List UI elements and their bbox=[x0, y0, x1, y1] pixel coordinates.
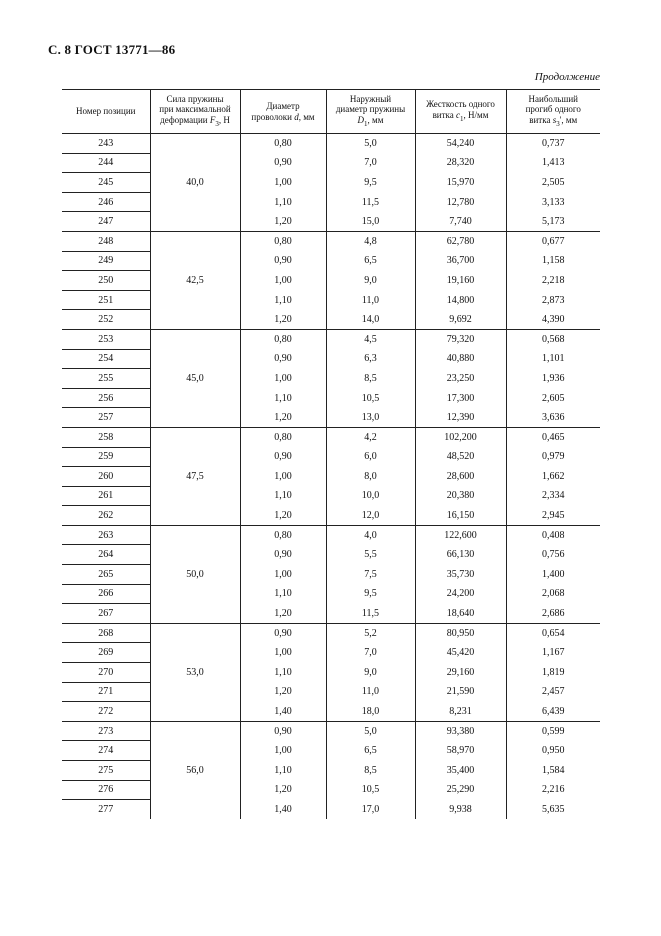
cell-stiffness: 18,640 bbox=[415, 604, 506, 624]
cell-wire-diameter: 0,80 bbox=[240, 525, 326, 545]
cell-outer-diameter: 10,5 bbox=[326, 388, 415, 408]
cell-wire-diameter: 1,00 bbox=[240, 565, 326, 585]
cell-deflection: 0,408 bbox=[506, 525, 600, 545]
cell-position: 256 bbox=[62, 388, 150, 408]
cell-wire-diameter: 0,80 bbox=[240, 427, 326, 447]
table-row bbox=[62, 153, 600, 173]
cell-stiffness: 12,780 bbox=[415, 192, 506, 212]
cell-outer-diameter: 9,0 bbox=[326, 271, 415, 291]
cell-position: 248 bbox=[62, 231, 150, 251]
cell-force: 42,5 bbox=[150, 231, 240, 329]
cell-position: 262 bbox=[62, 506, 150, 526]
table-row bbox=[62, 447, 600, 467]
spring-parameters-table bbox=[62, 89, 600, 819]
cell-stiffness: 20,380 bbox=[415, 486, 506, 506]
cell-wire-diameter: 1,20 bbox=[240, 682, 326, 702]
cell-deflection: 0,756 bbox=[506, 545, 600, 565]
table-row bbox=[62, 506, 600, 526]
cell-wire-diameter: 1,20 bbox=[240, 212, 326, 232]
cell-deflection: 0,979 bbox=[506, 447, 600, 467]
cell-position: 255 bbox=[62, 369, 150, 389]
table-body bbox=[62, 134, 600, 819]
cell-outer-diameter: 11,5 bbox=[326, 192, 415, 212]
cell-stiffness: 36,700 bbox=[415, 251, 506, 271]
table-row bbox=[62, 682, 600, 702]
cell-position: 271 bbox=[62, 682, 150, 702]
cell-deflection: 0,465 bbox=[506, 427, 600, 447]
cell-outer-diameter: 9,5 bbox=[326, 173, 415, 193]
cell-wire-diameter: 0,90 bbox=[240, 447, 326, 467]
cell-position: 260 bbox=[62, 467, 150, 487]
table-row bbox=[62, 702, 600, 722]
cell-deflection: 2,457 bbox=[506, 682, 600, 702]
cell-stiffness: 8,231 bbox=[415, 702, 506, 722]
cell-outer-diameter: 13,0 bbox=[326, 408, 415, 428]
cell-stiffness: 79,320 bbox=[415, 329, 506, 349]
cell-deflection: 1,584 bbox=[506, 761, 600, 781]
cell-deflection: 2,873 bbox=[506, 290, 600, 310]
cell-stiffness: 7,740 bbox=[415, 212, 506, 232]
cell-stiffness: 23,250 bbox=[415, 369, 506, 389]
cell-deflection: 1,167 bbox=[506, 643, 600, 663]
cell-deflection: 1,936 bbox=[506, 369, 600, 389]
cell-outer-diameter: 11,0 bbox=[326, 682, 415, 702]
cell-outer-diameter: 4,2 bbox=[326, 427, 415, 447]
col-header-force: Сила пружины при максимальной деформации $F_3$, Н bbox=[150, 90, 240, 134]
table-row bbox=[62, 486, 600, 506]
table-row bbox=[62, 310, 600, 330]
cell-wire-diameter: 0,90 bbox=[240, 721, 326, 741]
cell-position: 273 bbox=[62, 721, 150, 741]
cell-position: 265 bbox=[62, 565, 150, 585]
cell-position: 243 bbox=[98, 137, 114, 149]
cell-wire-diameter: 1,20 bbox=[240, 604, 326, 624]
cell-position: 244 bbox=[62, 153, 150, 173]
table-row bbox=[62, 663, 600, 683]
table-row bbox=[62, 604, 600, 624]
table-row bbox=[62, 565, 600, 585]
col-header-position: Номер позиции bbox=[62, 90, 150, 134]
cell-stiffness: 28,600 bbox=[415, 467, 506, 487]
cell-outer-diameter: 9,5 bbox=[326, 584, 415, 604]
cell-wire-diameter: 1,00 bbox=[240, 643, 326, 663]
cell-outer-diameter: 5,5 bbox=[326, 545, 415, 565]
cell-deflection: 5,635 bbox=[506, 800, 600, 819]
cell-stiffness: 15,970 bbox=[415, 173, 506, 193]
cell-position: 249 bbox=[62, 251, 150, 271]
page-header: С. 8 ГОСТ 13771—86 bbox=[48, 42, 176, 57]
cell-wire-diameter: 1,00 bbox=[240, 173, 326, 193]
cell-position: 277 bbox=[62, 800, 150, 819]
cell-stiffness: 122,600 bbox=[415, 525, 506, 545]
cell-wire-diameter: 0,90 bbox=[240, 623, 326, 643]
cell-deflection: 0,950 bbox=[506, 741, 600, 761]
cell-wire-diameter: 0,80 bbox=[240, 134, 326, 154]
cell-wire-diameter: 1,20 bbox=[240, 408, 326, 428]
cell-position: 254 bbox=[62, 349, 150, 369]
table-row bbox=[62, 388, 600, 408]
cell-deflection: 6,439 bbox=[506, 702, 600, 722]
cell-position: 250 bbox=[62, 271, 150, 291]
cell-stiffness: 25,290 bbox=[415, 780, 506, 800]
cell-position: 268 bbox=[62, 623, 150, 643]
cell-position: 264 bbox=[62, 545, 150, 565]
cell-deflection: 1,400 bbox=[506, 565, 600, 585]
cell-wire-diameter: 1,00 bbox=[240, 369, 326, 389]
table-row bbox=[62, 780, 600, 800]
cell-wire-diameter: 1,20 bbox=[240, 506, 326, 526]
cell-wire-diameter: 1,00 bbox=[240, 741, 326, 761]
cell-outer-diameter: 7,5 bbox=[326, 565, 415, 585]
cell-wire-diameter: 1,10 bbox=[240, 486, 326, 506]
cell-stiffness: 48,520 bbox=[415, 447, 506, 467]
table-row bbox=[62, 623, 600, 643]
cell-position: 276 bbox=[62, 780, 150, 800]
table-row bbox=[62, 545, 600, 565]
cell-wire-diameter: 0,90 bbox=[240, 251, 326, 271]
table-row bbox=[62, 290, 600, 310]
cell-force: 47,5 bbox=[150, 427, 240, 525]
cell-wire-diameter: 1,10 bbox=[240, 663, 326, 683]
cell-deflection: 0,654 bbox=[506, 623, 600, 643]
cell-deflection: 2,505 bbox=[506, 173, 600, 193]
cell-deflection: 4,390 bbox=[506, 310, 600, 330]
cell-wire-diameter: 1,10 bbox=[240, 192, 326, 212]
cell-outer-diameter: 17,0 bbox=[326, 800, 415, 819]
cell-wire-diameter: 1,20 bbox=[240, 310, 326, 330]
cell-outer-diameter: 4,0 bbox=[326, 525, 415, 545]
cell-position: 246 bbox=[62, 192, 150, 212]
cell-deflection: 0,568 bbox=[506, 329, 600, 349]
cell-deflection: 1,819 bbox=[506, 663, 600, 683]
cell-deflection: 0,737 bbox=[506, 134, 600, 154]
col-header-deflection: Наибольший прогиб одного витка $s_3'$, мм bbox=[506, 90, 600, 134]
cell-stiffness: 45,420 bbox=[415, 643, 506, 663]
cell-force: 53,0 bbox=[150, 623, 240, 721]
cell-position: 258 bbox=[62, 427, 150, 447]
cell-deflection: 2,945 bbox=[506, 506, 600, 526]
cell-position: 266 bbox=[62, 584, 150, 604]
table-row bbox=[62, 251, 600, 271]
cell-stiffness: 16,150 bbox=[415, 506, 506, 526]
cell-deflection: 1,413 bbox=[506, 153, 600, 173]
cell-position: 245 bbox=[62, 173, 150, 193]
cell-deflection: 0,599 bbox=[506, 721, 600, 741]
cell-position: 270 bbox=[62, 663, 150, 683]
cell-position: 274 bbox=[62, 741, 150, 761]
cell-outer-diameter: 8,0 bbox=[326, 467, 415, 487]
cell-outer-diameter: 6,3 bbox=[326, 349, 415, 369]
cell-outer-diameter: 4,5 bbox=[326, 329, 415, 349]
continuation-label: Продолжение bbox=[534, 71, 600, 83]
cell-wire-diameter: 0,80 bbox=[240, 231, 326, 251]
cell-outer-diameter: 6,5 bbox=[326, 741, 415, 761]
cell-position: 257 bbox=[62, 408, 150, 428]
cell-stiffness: 19,160 bbox=[415, 271, 506, 291]
cell-deflection: 3,133 bbox=[506, 192, 600, 212]
cell-wire-diameter: 1,20 bbox=[240, 780, 326, 800]
table-row bbox=[62, 721, 600, 741]
cell-outer-diameter: 6,0 bbox=[326, 447, 415, 467]
cell-outer-diameter: 8,5 bbox=[326, 761, 415, 781]
table-row bbox=[62, 800, 600, 819]
cell-stiffness: 21,590 bbox=[415, 682, 506, 702]
cell-outer-diameter: 6,5 bbox=[326, 251, 415, 271]
cell-stiffness: 40,880 bbox=[415, 349, 506, 369]
cell-deflection: 2,218 bbox=[506, 271, 600, 291]
cell-outer-diameter: 5,0 bbox=[326, 721, 415, 741]
cell-outer-diameter: 14,0 bbox=[326, 310, 415, 330]
cell-deflection: 0,677 bbox=[506, 231, 600, 251]
cell-wire-diameter: 1,10 bbox=[240, 290, 326, 310]
cell-deflection: 2,068 bbox=[506, 584, 600, 604]
col-header-wire-diameter: Диаметр проволоки d, мм bbox=[240, 90, 326, 134]
cell-wire-diameter: 0,90 bbox=[240, 349, 326, 369]
table-row bbox=[62, 192, 600, 212]
cell-stiffness: 24,200 bbox=[415, 584, 506, 604]
table-row bbox=[62, 467, 600, 487]
cell-wire-diameter: 1,00 bbox=[240, 271, 326, 291]
table-row bbox=[62, 369, 600, 389]
cell-outer-diameter: 9,0 bbox=[326, 663, 415, 683]
cell-outer-diameter: 12,0 bbox=[326, 506, 415, 526]
cell-deflection: 3,636 bbox=[506, 408, 600, 428]
col-header-stiffness: Жесткость одного витка $c_1$, Н/мм bbox=[415, 90, 506, 134]
table-row bbox=[62, 329, 600, 349]
table-row bbox=[62, 741, 600, 761]
cell-stiffness: 80,950 bbox=[415, 623, 506, 643]
cell-outer-diameter: 11,5 bbox=[326, 604, 415, 624]
cell-stiffness: 54,240 bbox=[415, 134, 506, 154]
cell-wire-diameter: 1,10 bbox=[240, 388, 326, 408]
cell-deflection: 1,101 bbox=[506, 349, 600, 369]
table-row bbox=[62, 408, 600, 428]
table-row bbox=[62, 643, 600, 663]
cell-wire-diameter: 1,00 bbox=[240, 467, 326, 487]
cell-wire-diameter: 1,40 bbox=[240, 702, 326, 722]
cell-position: 275 bbox=[62, 761, 150, 781]
cell-stiffness: 17,300 bbox=[415, 388, 506, 408]
cell-stiffness: 66,130 bbox=[415, 545, 506, 565]
table-row bbox=[62, 212, 600, 232]
col-header-outer-diameter: Наружный диаметр пружины $D_1$, мм bbox=[326, 90, 415, 134]
table-row bbox=[62, 173, 600, 193]
cell-stiffness: 35,400 bbox=[415, 761, 506, 781]
cell-force: 56,0 bbox=[150, 721, 240, 818]
table-row bbox=[62, 427, 600, 447]
cell-wire-diameter: 1,10 bbox=[240, 761, 326, 781]
cell-stiffness: 102,200 bbox=[415, 427, 506, 447]
cell-force: 45,0 bbox=[150, 329, 240, 427]
cell-position: 247 bbox=[62, 212, 150, 232]
cell-stiffness: 12,390 bbox=[415, 408, 506, 428]
cell-position: 253 bbox=[62, 329, 150, 349]
cell-outer-diameter: 7,0 bbox=[326, 153, 415, 173]
cell-force: 40,0 bbox=[150, 134, 240, 232]
cell-stiffness: 35,730 bbox=[415, 565, 506, 585]
cell-deflection: 5,173 bbox=[506, 212, 600, 232]
cell-outer-diameter: 18,0 bbox=[326, 702, 415, 722]
cell-deflection: 1,662 bbox=[506, 467, 600, 487]
cell-deflection: 2,216 bbox=[506, 780, 600, 800]
cell-wire-diameter: 1,10 bbox=[240, 584, 326, 604]
cell-wire-diameter: 0,90 bbox=[240, 545, 326, 565]
table-row bbox=[62, 349, 600, 369]
cell-stiffness: 9,692 bbox=[415, 310, 506, 330]
cell-position: 269 bbox=[62, 643, 150, 663]
cell-outer-diameter: 7,0 bbox=[326, 643, 415, 663]
cell-outer-diameter: 15,0 bbox=[326, 212, 415, 232]
table-row bbox=[62, 525, 600, 545]
cell-position: 263 bbox=[62, 525, 150, 545]
cell-outer-diameter: 4,8 bbox=[326, 231, 415, 251]
cell-position: 252 bbox=[62, 310, 150, 330]
table-header-row bbox=[62, 90, 600, 134]
cell-outer-diameter: 10,0 bbox=[326, 486, 415, 506]
cell-position: 272 bbox=[62, 702, 150, 722]
cell-wire-diameter: 0,80 bbox=[240, 329, 326, 349]
cell-deflection: 2,605 bbox=[506, 388, 600, 408]
cell-position: 267 bbox=[62, 604, 150, 624]
cell-stiffness: 9,938 bbox=[415, 800, 506, 819]
cell-force: 50,0 bbox=[150, 525, 240, 623]
table-row bbox=[62, 231, 600, 251]
table-row bbox=[62, 761, 600, 781]
cell-stiffness: 93,380 bbox=[415, 721, 506, 741]
cell-deflection: 1,158 bbox=[506, 251, 600, 271]
table-row bbox=[62, 271, 600, 291]
cell-deflection: 2,334 bbox=[506, 486, 600, 506]
cell-position: 261 bbox=[62, 486, 150, 506]
cell-stiffness: 58,970 bbox=[415, 741, 506, 761]
cell-position: 259 bbox=[62, 447, 150, 467]
cell-position: 251 bbox=[62, 290, 150, 310]
cell-outer-diameter: 10,5 bbox=[326, 780, 415, 800]
cell-wire-diameter: 0,90 bbox=[240, 153, 326, 173]
cell-stiffness: 29,160 bbox=[415, 663, 506, 683]
cell-outer-diameter: 5,2 bbox=[326, 623, 415, 643]
cell-stiffness: 14,800 bbox=[415, 290, 506, 310]
table-row bbox=[62, 134, 600, 154]
cell-stiffness: 62,780 bbox=[415, 231, 506, 251]
cell-wire-diameter: 1,40 bbox=[240, 800, 326, 819]
cell-outer-diameter: 5,0 bbox=[326, 134, 415, 154]
cell-outer-diameter: 11,0 bbox=[326, 290, 415, 310]
table-row bbox=[62, 584, 600, 604]
cell-deflection: 2,686 bbox=[506, 604, 600, 624]
cell-stiffness: 28,320 bbox=[415, 153, 506, 173]
cell-outer-diameter: 8,5 bbox=[326, 369, 415, 389]
